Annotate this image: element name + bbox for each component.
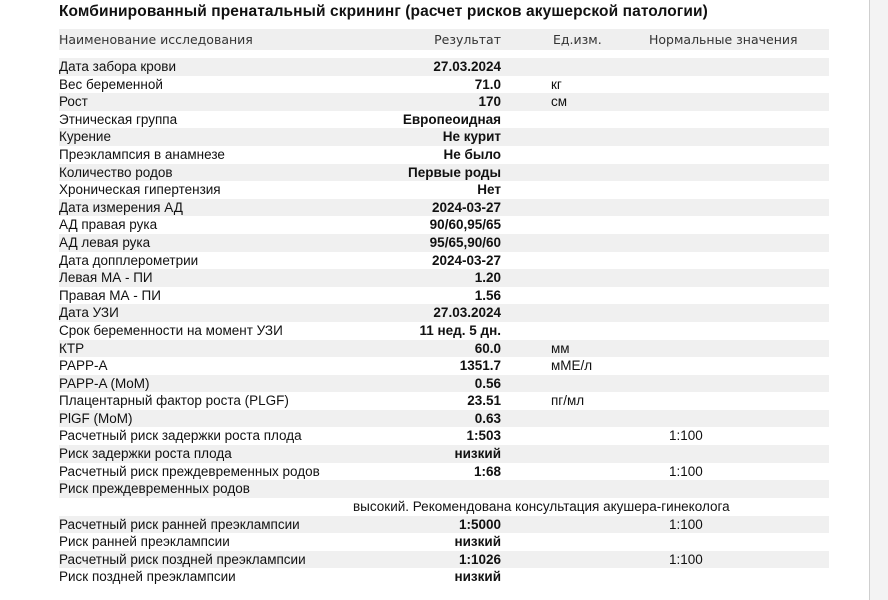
table-row xyxy=(59,128,829,146)
row-name: Риск ранней преэклампсии xyxy=(59,534,230,550)
row-name: АД левая рука xyxy=(59,234,151,250)
table-row xyxy=(59,164,829,182)
table-row xyxy=(59,234,829,252)
row-name: Расчетный риск ранней преэклампсии xyxy=(59,516,300,532)
row-value: 27.03.2024 xyxy=(433,305,501,321)
row-name: Вес беременной xyxy=(59,76,163,92)
results-table-continued xyxy=(59,516,829,586)
row-name: PAPP-A xyxy=(59,358,108,374)
row-name: Правая МА - ПИ xyxy=(59,287,161,303)
table-row xyxy=(59,252,829,270)
row-name: Риск поздней преэклампсии xyxy=(59,569,236,585)
row-value: Не курит xyxy=(442,129,501,145)
table-row xyxy=(59,111,829,129)
row-norm: 1:100 xyxy=(669,428,703,444)
column-header-name: Наименование исследования xyxy=(59,32,253,47)
table-row xyxy=(59,375,829,393)
row-value: Первые роды xyxy=(408,164,501,180)
row-name: Левая МА - ПИ xyxy=(59,270,153,286)
row-unit: см xyxy=(551,94,568,110)
row-value: 1:5000 xyxy=(458,516,501,532)
row-value: 27.03.2024 xyxy=(433,59,501,74)
table-row xyxy=(59,551,829,569)
row-value: 1.56 xyxy=(474,287,501,303)
row-name: Срок беременности на момент УЗИ xyxy=(59,322,283,338)
row-value: 11 нед. 5 дн. xyxy=(419,322,501,338)
row-value: 2024-03-27 xyxy=(431,252,501,268)
table-row xyxy=(59,58,829,76)
row-name: КТР xyxy=(59,340,85,356)
row-value: 90/60,95/65 xyxy=(429,217,501,233)
table-row xyxy=(59,93,829,111)
row-value: 1:503 xyxy=(466,428,501,444)
table-row xyxy=(59,304,829,322)
row-name: Рост xyxy=(59,94,88,110)
row-value: 1.20 xyxy=(474,270,501,286)
row-value: 1:68 xyxy=(473,463,501,479)
row-name: Курение xyxy=(59,129,111,145)
row-name: PlGF (MoM) xyxy=(59,410,133,426)
table-row xyxy=(59,322,829,340)
row-norm: 1:100 xyxy=(669,551,703,567)
row-value: низкий xyxy=(454,534,501,550)
table-row xyxy=(59,480,829,498)
table-row xyxy=(59,146,829,164)
table-row xyxy=(59,269,829,287)
row-name: Дата допплерометрии xyxy=(59,252,199,268)
table-row xyxy=(59,463,829,481)
row-value: 23.51 xyxy=(467,393,501,409)
table-row xyxy=(59,533,829,551)
table-row xyxy=(59,287,829,305)
table-row xyxy=(59,445,829,463)
row-unit: пг/мл xyxy=(551,393,585,409)
row-name: АД правая рука xyxy=(59,217,158,233)
table-row xyxy=(59,76,829,94)
table-row xyxy=(59,340,829,358)
row-value: 2024-03-27 xyxy=(431,199,501,215)
row-value: Европеоидная xyxy=(402,111,501,127)
table-header xyxy=(59,29,829,50)
column-header-norm: Нормальные значения xyxy=(649,32,798,47)
row-norm: 1:100 xyxy=(669,516,703,532)
row-value: 95/65,90/60 xyxy=(429,234,501,250)
table-row xyxy=(59,357,829,375)
row-value: низкий xyxy=(454,569,501,585)
row-name: Преэклампсия в анамнезе xyxy=(59,146,225,162)
row-name: Риск преждевременных родов xyxy=(59,481,250,497)
preterm-risk-note-text: высокий. Рекомендована консультация акушера-гинеколога xyxy=(353,499,730,514)
row-name: Дата УЗИ xyxy=(59,305,119,321)
row-value: 0.56 xyxy=(474,375,501,391)
table-row xyxy=(59,568,829,586)
row-name: Плацентарный фактор роста (PLGF) xyxy=(59,393,289,409)
preterm-risk-note xyxy=(59,498,829,516)
row-name: Хроническая гипертензия xyxy=(59,182,221,198)
row-value: 1:1026 xyxy=(458,551,501,567)
page-margin xyxy=(870,0,888,600)
row-value: 1351.7 xyxy=(459,358,501,374)
column-header-result: Результат xyxy=(434,32,501,47)
report-title: Комбинированный пренатальный скрининг (расчет рисков акушерской патологии) xyxy=(59,3,708,20)
row-name: Этническая группа xyxy=(59,111,178,127)
row-name: Расчетный риск преждевременных родов xyxy=(59,463,320,479)
table-row xyxy=(59,181,829,199)
row-name: Риск задержки роста плода xyxy=(59,446,232,462)
row-name: Дата забора крови xyxy=(59,59,176,74)
row-unit: кг xyxy=(551,76,562,92)
row-name: Расчетный риск задержки роста плода xyxy=(59,428,302,444)
table-row xyxy=(59,410,829,428)
column-header-unit: Ед.изм. xyxy=(553,32,602,47)
results-table xyxy=(59,58,829,498)
row-name: Количество родов xyxy=(59,164,173,180)
row-name: Дата измерения АД xyxy=(59,199,183,215)
row-value: 60.0 xyxy=(474,340,501,356)
row-value: 0.63 xyxy=(474,410,501,426)
row-name: Расчетный риск поздней преэклампсии xyxy=(59,551,306,567)
row-value: Не было xyxy=(443,146,501,162)
table-row xyxy=(59,216,829,234)
table-row xyxy=(59,516,829,534)
row-value: 170 xyxy=(478,94,501,110)
row-value: 71.0 xyxy=(474,76,501,92)
row-value: низкий xyxy=(454,446,501,462)
row-unit: мМЕ/л xyxy=(551,358,593,374)
row-name: PAPP-A (MoM) xyxy=(59,375,150,391)
row-unit: мм xyxy=(551,340,570,356)
row-value: Нет xyxy=(477,182,501,198)
table-row xyxy=(59,427,829,445)
table-row xyxy=(59,392,829,410)
row-norm: 1:100 xyxy=(669,463,703,479)
table-row xyxy=(59,199,829,217)
